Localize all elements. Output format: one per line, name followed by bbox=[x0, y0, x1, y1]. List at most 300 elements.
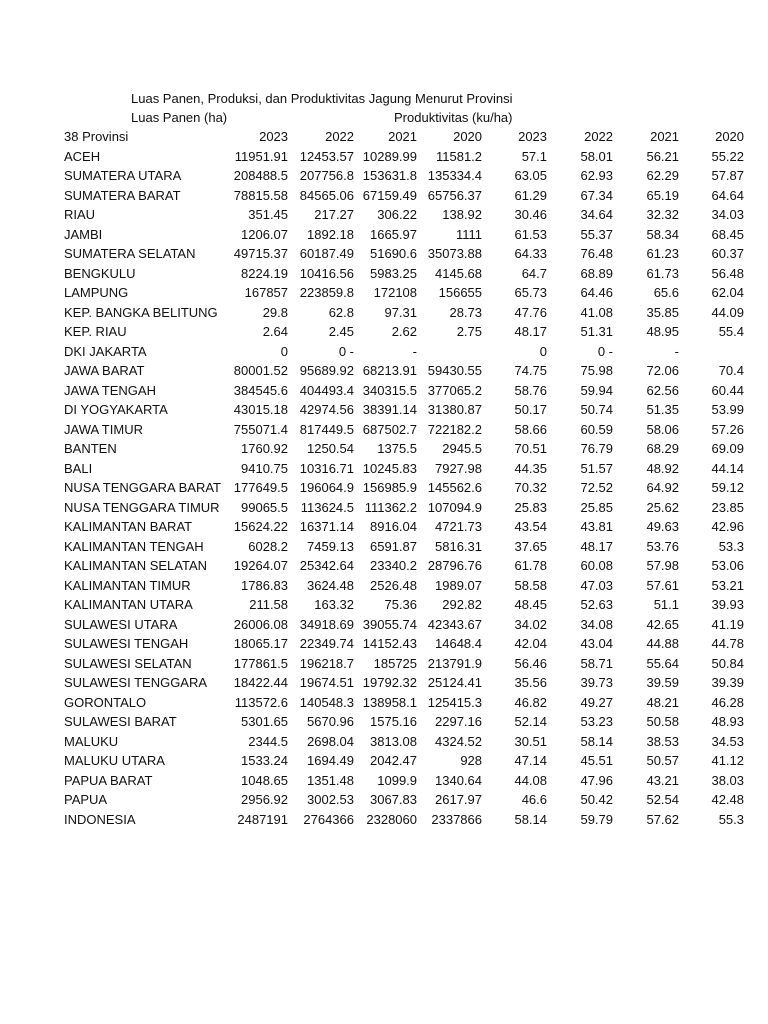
value-cell: 95689.92 bbox=[299, 363, 355, 378]
value-cell: 156985.9 bbox=[362, 480, 418, 495]
value-cell: 2297.16 bbox=[435, 714, 483, 729]
province-cell: SULAWESI BARAT bbox=[64, 714, 177, 729]
value-cell: 78815.58 bbox=[233, 187, 289, 203]
value-cell: 44.35 bbox=[514, 460, 548, 476]
table-row bbox=[64, 322, 744, 342]
table-row bbox=[64, 517, 744, 537]
value-cell: 59.79 bbox=[580, 811, 614, 827]
value-cell: 208488.5 bbox=[233, 168, 289, 183]
value-cell: - bbox=[674, 343, 680, 359]
value-cell: 1048.65 bbox=[241, 772, 289, 788]
table-row bbox=[64, 420, 744, 440]
value-cell: 2344.5 bbox=[248, 733, 289, 749]
table-row bbox=[64, 205, 744, 225]
value-cell: 2956.92 bbox=[241, 792, 289, 807]
value-cell: 60.44 bbox=[711, 382, 745, 398]
value-cell: 47.03 bbox=[580, 577, 614, 593]
value-cell: 153631.8 bbox=[362, 168, 418, 183]
value-cell: 26006.08 bbox=[233, 616, 289, 632]
table-row bbox=[64, 303, 744, 323]
value-cell: 84565.06 bbox=[299, 187, 355, 203]
value-cell: 57.61 bbox=[646, 577, 680, 593]
value-cell: 61.29 bbox=[514, 187, 548, 203]
value-cell: 196218.7 bbox=[299, 655, 355, 671]
value-cell: 65.6 bbox=[653, 285, 680, 300]
value-cell: 44.09 bbox=[711, 304, 745, 320]
table-row bbox=[64, 790, 744, 810]
value-cell: 58.58 bbox=[514, 577, 548, 593]
value-cell: 97.31 bbox=[384, 304, 418, 320]
value-cell: 6028.2 bbox=[248, 538, 289, 554]
province-cell: NUSA TENGGARA BARAT bbox=[64, 480, 222, 495]
value-cell: 70.4 bbox=[718, 363, 745, 378]
value-cell: 48.95 bbox=[646, 324, 680, 339]
value-cell: 34.02 bbox=[514, 616, 548, 632]
province-cell: SUMATERA UTARA bbox=[64, 168, 182, 183]
value-cell: 1892.18 bbox=[307, 226, 355, 242]
value-cell: 44.14 bbox=[711, 460, 745, 476]
table-row bbox=[64, 283, 744, 303]
province-cell: PAPUA bbox=[64, 792, 108, 807]
value-cell: 10416.56 bbox=[299, 265, 355, 281]
value-cell: 58.34 bbox=[646, 226, 680, 242]
value-cell: 74.75 bbox=[514, 363, 548, 378]
value-cell: 2.75 bbox=[456, 324, 483, 339]
value-cell: 140548.3 bbox=[299, 694, 355, 710]
province-cell: BANTEN bbox=[64, 441, 117, 456]
province-cell: SUMATERA BARAT bbox=[64, 187, 181, 203]
value-cell: 156655 bbox=[438, 285, 483, 300]
value-cell: 58.01 bbox=[580, 148, 614, 164]
value-cell: 217.27 bbox=[314, 207, 355, 222]
value-cell: 59.12 bbox=[711, 480, 745, 495]
value-cell: 1206.07 bbox=[241, 226, 289, 242]
value-cell: 29.8 bbox=[262, 304, 289, 320]
value-cell: 2042.47 bbox=[370, 753, 418, 768]
value-cell: 68.89 bbox=[580, 265, 614, 281]
province-cell: SULAWESI UTARA bbox=[64, 616, 178, 632]
value-cell: 69.09 bbox=[711, 441, 745, 456]
value-cell: 61.53 bbox=[514, 226, 548, 242]
value-cell: 23.85 bbox=[711, 499, 745, 515]
province-cell: JAMBI bbox=[64, 226, 103, 242]
value-cell: 62.8 bbox=[328, 304, 355, 320]
value-cell: 59430.55 bbox=[427, 363, 483, 378]
value-cell: 8916.04 bbox=[370, 519, 418, 534]
table-body bbox=[64, 147, 744, 830]
value-cell: 42343.67 bbox=[427, 616, 483, 632]
value-cell: 16371.14 bbox=[299, 519, 355, 534]
value-cell: 34.53 bbox=[711, 733, 745, 749]
value-cell: 14152.43 bbox=[362, 636, 418, 651]
value-cell: 2526.48 bbox=[370, 577, 418, 593]
table-row bbox=[64, 556, 744, 576]
group-label-produktivitas: Produktivitas (ku/ha) bbox=[394, 110, 513, 125]
value-cell: 35073.88 bbox=[427, 246, 483, 261]
column-header: 2022 bbox=[325, 129, 355, 144]
value-cell: 25.85 bbox=[580, 499, 614, 515]
province-cell: GORONTALO bbox=[64, 694, 147, 710]
value-cell: 41.12 bbox=[711, 753, 745, 768]
value-cell: 50.74 bbox=[580, 402, 614, 417]
value-cell: 55.37 bbox=[580, 226, 614, 242]
value-cell: 64.33 bbox=[514, 246, 548, 261]
value-cell: 113624.5 bbox=[300, 499, 355, 515]
value-cell: 25342.64 bbox=[299, 558, 355, 573]
value-cell: 42.96 bbox=[711, 519, 745, 534]
value-cell: 30.51 bbox=[514, 733, 548, 749]
value-cell: 107094.9 bbox=[427, 499, 483, 515]
value-cell: 72.52 bbox=[580, 480, 614, 495]
value-cell: 68.29 bbox=[646, 441, 680, 456]
value-cell: 9410.75 bbox=[241, 460, 289, 476]
value-cell: 1340.64 bbox=[435, 772, 483, 788]
header-row bbox=[64, 127, 744, 147]
table-row bbox=[64, 712, 744, 732]
value-cell: 47.76 bbox=[514, 304, 548, 320]
value-cell: 50.17 bbox=[514, 402, 548, 417]
value-cell: 3813.08 bbox=[370, 733, 418, 749]
value-cell: 1099.9 bbox=[377, 772, 418, 788]
value-cell: 23340.2 bbox=[370, 558, 418, 573]
value-cell: 0 - bbox=[338, 343, 355, 359]
value-cell: 755071.4 bbox=[233, 421, 289, 437]
column-header: 2021 bbox=[650, 129, 680, 144]
value-cell: 47.14 bbox=[514, 753, 548, 768]
province-cell: SULAWESI TENGGARA bbox=[64, 675, 208, 690]
province-cell: KALIMANTAN TIMUR bbox=[64, 577, 191, 593]
value-cell: 76.48 bbox=[580, 246, 614, 261]
province-cell: BENGKULU bbox=[64, 265, 136, 281]
value-cell: 351.45 bbox=[248, 207, 289, 222]
value-cell: 39.93 bbox=[711, 597, 745, 612]
table-row bbox=[64, 751, 744, 771]
value-cell: 34918.69 bbox=[299, 616, 355, 632]
province-cell: NUSA TENGGARA TIMUR bbox=[64, 499, 220, 515]
value-cell: 48.17 bbox=[514, 324, 548, 339]
value-cell: 68213.91 bbox=[362, 363, 418, 378]
value-cell: 58.76 bbox=[514, 382, 548, 398]
table-row bbox=[64, 810, 744, 830]
value-cell: 292.82 bbox=[442, 597, 483, 612]
table-row bbox=[64, 225, 744, 245]
value-cell: 37.65 bbox=[514, 538, 548, 554]
value-cell: 51.1 bbox=[653, 597, 680, 612]
value-cell: 19674.51 bbox=[299, 675, 355, 690]
table-row bbox=[64, 654, 744, 674]
value-cell: 25.83 bbox=[514, 499, 548, 515]
value-cell: 70.32 bbox=[514, 480, 548, 495]
value-cell: 35.85 bbox=[646, 304, 680, 320]
value-cell bbox=[679, 342, 744, 362]
province-cell: KALIMANTAN BARAT bbox=[64, 519, 193, 534]
value-cell: 211.58 bbox=[249, 597, 289, 612]
value-cell: 6591.87 bbox=[370, 538, 418, 554]
value-cell: 57.62 bbox=[646, 811, 680, 827]
table-row bbox=[64, 634, 744, 654]
province-cell: SULAWESI TENGAH bbox=[64, 636, 189, 651]
table-row bbox=[64, 498, 744, 518]
value-cell: 46.82 bbox=[514, 694, 548, 710]
value-cell: 44.78 bbox=[711, 636, 745, 651]
value-cell: 145562.6 bbox=[427, 480, 483, 495]
value-cell: 38.03 bbox=[711, 772, 745, 788]
value-cell: 49715.37 bbox=[233, 246, 289, 261]
value-cell: 35.56 bbox=[514, 675, 548, 690]
value-cell: 48.17 bbox=[580, 538, 614, 554]
table-row bbox=[64, 478, 744, 498]
value-cell: 11951.91 bbox=[234, 148, 289, 164]
value-cell: 213791.9 bbox=[427, 655, 483, 671]
value-cell: 68.45 bbox=[711, 226, 745, 242]
value-cell: 64.92 bbox=[646, 480, 680, 495]
value-cell: 53.3 bbox=[718, 538, 745, 554]
value-cell: 46.6 bbox=[521, 792, 548, 807]
value-cell: 4324.52 bbox=[435, 733, 483, 749]
value-cell: 377065.2 bbox=[427, 382, 483, 398]
value-cell: 1989.07 bbox=[435, 577, 483, 593]
value-cell: 53.99 bbox=[711, 402, 745, 417]
value-cell: 25124.41 bbox=[427, 675, 483, 690]
value-cell: 41.08 bbox=[580, 304, 614, 320]
value-cell: 185725 bbox=[373, 655, 418, 671]
value-cell: 2764366 bbox=[303, 811, 355, 827]
value-cell: 34.03 bbox=[711, 207, 745, 222]
province-cell: KALIMANTAN UTARA bbox=[64, 597, 193, 612]
province-cell: KEP. BANGKA BELITUNG bbox=[64, 304, 218, 320]
value-cell: 58.06 bbox=[646, 421, 680, 437]
table-row bbox=[64, 673, 744, 693]
value-cell: 46.28 bbox=[711, 694, 745, 710]
table-row bbox=[64, 439, 744, 459]
value-cell: 1533.24 bbox=[241, 753, 289, 768]
value-cell: 34.64 bbox=[580, 207, 614, 222]
value-cell: 135334.4 bbox=[427, 168, 483, 183]
value-cell: 48.45 bbox=[514, 597, 548, 612]
value-cell: 58.66 bbox=[514, 421, 548, 437]
value-cell: 1351.48 bbox=[307, 772, 355, 788]
value-cell: 163.32 bbox=[314, 597, 355, 612]
province-cell: PAPUA BARAT bbox=[64, 772, 153, 788]
value-cell: 50.57 bbox=[646, 753, 680, 768]
value-cell: 56.46 bbox=[514, 655, 548, 671]
value-cell: 28.73 bbox=[449, 304, 483, 320]
value-cell: 0 - bbox=[597, 343, 614, 359]
province-cell: LAMPUNG bbox=[64, 285, 129, 300]
value-cell: 2337866 bbox=[431, 811, 483, 827]
value-cell: 42974.56 bbox=[299, 402, 355, 417]
value-cell: 57.26 bbox=[711, 421, 745, 437]
value-cell: 2617.97 bbox=[435, 792, 483, 807]
value-cell: 48.92 bbox=[646, 460, 680, 476]
value-cell: 7459.13 bbox=[307, 538, 355, 554]
value-cell: 39.39 bbox=[711, 675, 745, 690]
value-cell: 49.27 bbox=[580, 694, 614, 710]
value-cell: 3002.53 bbox=[307, 792, 355, 807]
value-cell: 70.51 bbox=[514, 441, 548, 456]
value-cell: 53.21 bbox=[711, 577, 745, 593]
value-cell: 61.23 bbox=[646, 246, 680, 261]
table-row bbox=[64, 166, 744, 186]
value-cell: 2945.5 bbox=[442, 441, 483, 456]
table-row bbox=[64, 361, 744, 381]
value-cell: 3624.48 bbox=[307, 577, 355, 593]
value-cell: 55.4 bbox=[718, 324, 745, 339]
sheet-title: Luas Panen, Produksi, dan Produktivitas Jagung Menurut Provinsi bbox=[131, 91, 513, 106]
value-cell: 1786.83 bbox=[241, 577, 289, 593]
value-cell: 38.53 bbox=[646, 733, 680, 749]
value-cell: 50.84 bbox=[711, 655, 745, 671]
value-cell: 5670.96 bbox=[307, 714, 355, 729]
province-cell: SULAWESI SELATAN bbox=[64, 655, 192, 671]
value-cell: 722182.2 bbox=[427, 421, 483, 437]
value-cell: 65.73 bbox=[514, 285, 548, 300]
value-cell: 62.93 bbox=[580, 168, 614, 183]
value-cell: 67159.49 bbox=[362, 187, 418, 203]
province-cell: INDONESIA bbox=[64, 811, 136, 827]
value-cell: 80001.52 bbox=[233, 363, 289, 378]
value-cell: 56.21 bbox=[646, 148, 680, 164]
value-cell: 0 bbox=[280, 343, 289, 359]
column-header: 2020 bbox=[453, 129, 483, 144]
value-cell: 39.73 bbox=[580, 675, 614, 690]
value-cell: 41.19 bbox=[711, 616, 745, 632]
value-cell: 60.37 bbox=[711, 246, 745, 261]
province-cell: JAWA BARAT bbox=[64, 363, 145, 378]
value-cell: 25.62 bbox=[646, 499, 680, 515]
value-cell: 63.05 bbox=[514, 168, 548, 183]
province-cell: DKI JAKARTA bbox=[64, 343, 147, 359]
value-cell: 2698.04 bbox=[307, 733, 355, 749]
table-row bbox=[64, 693, 744, 713]
value-cell: 1250.54 bbox=[307, 441, 355, 456]
value-cell: 1665.97 bbox=[370, 226, 418, 242]
value-cell: 817449.5 bbox=[299, 421, 355, 437]
table-row bbox=[64, 400, 744, 420]
value-cell: 61.78 bbox=[514, 558, 548, 573]
value-cell: 49.63 bbox=[646, 519, 680, 534]
value-cell: 14648.4 bbox=[435, 636, 483, 651]
value-cell: 45.51 bbox=[580, 753, 614, 768]
value-cell: 43015.18 bbox=[233, 402, 289, 417]
value-cell: 5816.31 bbox=[435, 538, 483, 554]
value-cell: 57.1 bbox=[521, 148, 548, 164]
value-cell: 50.58 bbox=[646, 714, 680, 729]
value-cell: 2487191 bbox=[237, 811, 289, 827]
value-cell: 10245.83 bbox=[362, 460, 418, 476]
value-cell: 404493.4 bbox=[299, 382, 355, 398]
value-cell: 42.48 bbox=[711, 792, 745, 807]
value-cell: 928 bbox=[460, 753, 483, 768]
value-cell: 12453.57 bbox=[299, 148, 355, 164]
value-cell: 42.04 bbox=[514, 636, 548, 651]
value-cell: 60.08 bbox=[580, 558, 614, 573]
table-row bbox=[64, 537, 744, 557]
value-cell: 32.32 bbox=[646, 207, 680, 222]
value-cell: 43.81 bbox=[580, 519, 614, 534]
value-cell: 18422.44 bbox=[233, 675, 289, 690]
value-cell: 207756.8 bbox=[299, 168, 355, 183]
value-cell: 19792.32 bbox=[362, 675, 418, 690]
value-cell: 0 bbox=[539, 343, 548, 359]
value-cell: 58.14 bbox=[514, 811, 548, 827]
value-cell: 138958.1 bbox=[362, 694, 418, 710]
table-row bbox=[64, 771, 744, 791]
value-cell: 61.73 bbox=[646, 265, 680, 281]
value-cell: 51.31 bbox=[580, 324, 614, 339]
column-header: 2021 bbox=[388, 129, 418, 144]
value-cell: 43.54 bbox=[514, 519, 548, 534]
province-cell: BALI bbox=[64, 460, 93, 476]
value-cell: 51.57 bbox=[580, 460, 614, 476]
value-cell: 48.93 bbox=[711, 714, 745, 729]
value-cell: 125415.3 bbox=[427, 694, 483, 710]
value-cell: 34.08 bbox=[580, 616, 614, 632]
value-cell: 177649.5 bbox=[233, 480, 289, 495]
value-cell: 167857 bbox=[244, 285, 289, 300]
value-cell: 55.64 bbox=[646, 655, 680, 671]
value-cell: 687502.7 bbox=[362, 421, 418, 437]
value-cell: 64.7 bbox=[521, 265, 548, 281]
table-row bbox=[64, 595, 744, 615]
province-cell: KALIMANTAN TENGAH bbox=[64, 538, 204, 554]
column-header: 38 Provinsi bbox=[64, 129, 129, 144]
value-cell: 177861.5 bbox=[233, 655, 289, 671]
value-cell: 62.04 bbox=[711, 285, 745, 300]
value-cell: - bbox=[412, 343, 418, 359]
value-cell: 42.65 bbox=[646, 616, 680, 632]
value-cell: 19264.07 bbox=[233, 558, 289, 573]
value-cell: 340315.5 bbox=[362, 382, 418, 398]
value-cell: 67.34 bbox=[580, 187, 614, 203]
value-cell: 2.62 bbox=[391, 324, 418, 339]
province-cell: KALIMANTAN SELATAN bbox=[64, 558, 208, 573]
value-cell: 59.94 bbox=[580, 382, 614, 398]
value-cell: 43.04 bbox=[580, 636, 614, 651]
value-cell: 196064.9 bbox=[299, 480, 355, 495]
value-cell: 1575.16 bbox=[370, 714, 418, 729]
value-cell: 306.22 bbox=[377, 207, 418, 222]
value-cell: 58.14 bbox=[580, 733, 614, 749]
table-row bbox=[64, 381, 744, 401]
value-cell: 57.98 bbox=[646, 558, 680, 573]
value-cell: 55.22 bbox=[711, 148, 745, 164]
value-cell: 1760.92 bbox=[241, 441, 289, 456]
value-cell: 2.64 bbox=[262, 324, 289, 339]
value-cell: 2.45 bbox=[328, 324, 355, 339]
value-cell: 65756.37 bbox=[427, 187, 483, 203]
province-cell: RIAU bbox=[64, 207, 96, 222]
column-header: 2020 bbox=[715, 129, 745, 144]
table-row bbox=[64, 264, 744, 284]
value-cell: 53.06 bbox=[711, 558, 745, 573]
value-cell: 138.92 bbox=[442, 207, 483, 222]
value-cell: 47.96 bbox=[580, 772, 614, 788]
value-cell: 64.46 bbox=[580, 285, 614, 300]
value-cell: 4721.73 bbox=[435, 519, 483, 534]
value-cell: 30.46 bbox=[514, 207, 548, 222]
value-cell: 5983.25 bbox=[370, 265, 418, 281]
value-cell: 11581.2 bbox=[435, 148, 483, 164]
value-cell: 384545.6 bbox=[233, 382, 289, 398]
table-row bbox=[64, 576, 744, 596]
value-cell: 75.36 bbox=[384, 597, 418, 612]
province-cell: JAWA TIMUR bbox=[64, 421, 143, 437]
value-cell: 18065.17 bbox=[233, 636, 289, 651]
value-cell: 52.63 bbox=[580, 597, 614, 612]
value-cell: 56.48 bbox=[711, 265, 745, 281]
value-cell: 31380.87 bbox=[427, 402, 483, 417]
